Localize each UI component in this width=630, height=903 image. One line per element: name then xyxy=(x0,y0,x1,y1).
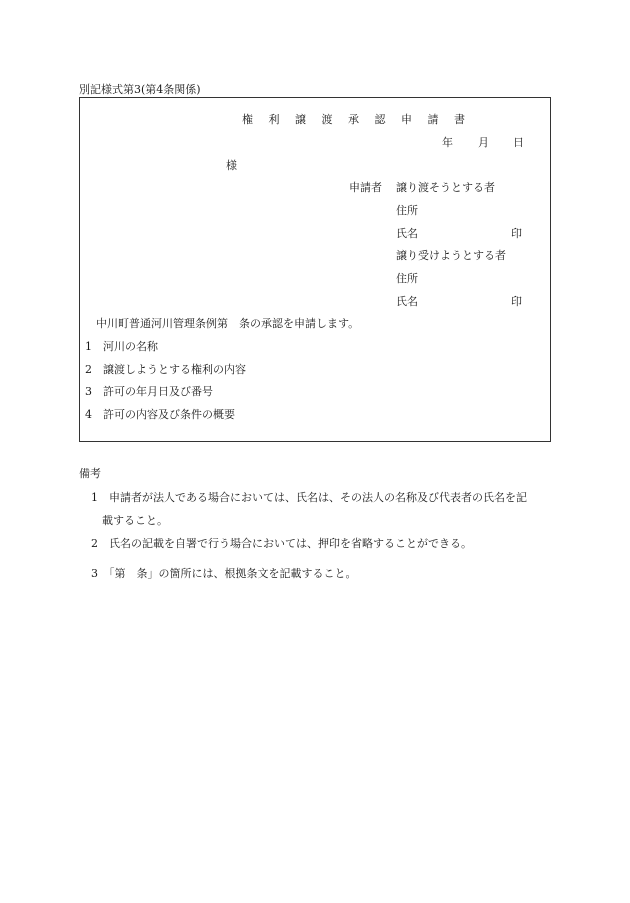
transferor-label: 譲り渡そうとする者 xyxy=(396,181,495,194)
transferor-seal-mark: 印 xyxy=(511,227,522,240)
transferee-seal-mark: 印 xyxy=(511,295,522,308)
addressee-suffix: 様 xyxy=(226,159,237,172)
transferee-address-label: 住所 xyxy=(396,272,418,285)
request-statement: 中川町普通河川管理条例第 条の承認を申請します。 xyxy=(96,317,360,330)
transferor-name-label: 氏名 xyxy=(396,227,418,240)
note-item-3: 3 「第 条」の箇所には、根拠条文を記載すること。 xyxy=(91,567,357,580)
form-item-permit-conditions: 4 許可の内容及び条件の概要 xyxy=(85,408,235,421)
applicant-label: 申請者 xyxy=(349,181,382,194)
note-item-1-line2: 載すること。 xyxy=(102,514,168,527)
date-year-label: 年 xyxy=(442,136,453,149)
transferor-address-label: 住所 xyxy=(396,204,418,217)
form-title: 権 利 譲 渡 承 認 申 請 書 xyxy=(242,113,471,126)
form-item-permit-date-number: 3 許可の年月日及び番号 xyxy=(85,385,213,398)
notes-heading: 備考 xyxy=(79,467,101,480)
form-item-river-name: 1 河川の名称 xyxy=(85,340,158,353)
note-item-2: 2 氏名の記載を自署で行う場合においては、押印を省略することができる。 xyxy=(91,537,472,550)
form-item-right-content: 2 譲渡しようとする権利の内容 xyxy=(85,363,246,376)
transferee-label: 譲り受けようとする者 xyxy=(396,249,506,262)
note-item-1-line1: 1 申請者が法人である場合においては、氏名は、その法人の名称及び代表者の氏名を記 xyxy=(91,491,527,504)
form-header-label: 別記様式第3(第4条関係) xyxy=(79,83,201,96)
date-day-label: 日 xyxy=(513,136,524,149)
transferee-name-label: 氏名 xyxy=(396,295,418,308)
date-month-label: 月 xyxy=(478,136,489,149)
